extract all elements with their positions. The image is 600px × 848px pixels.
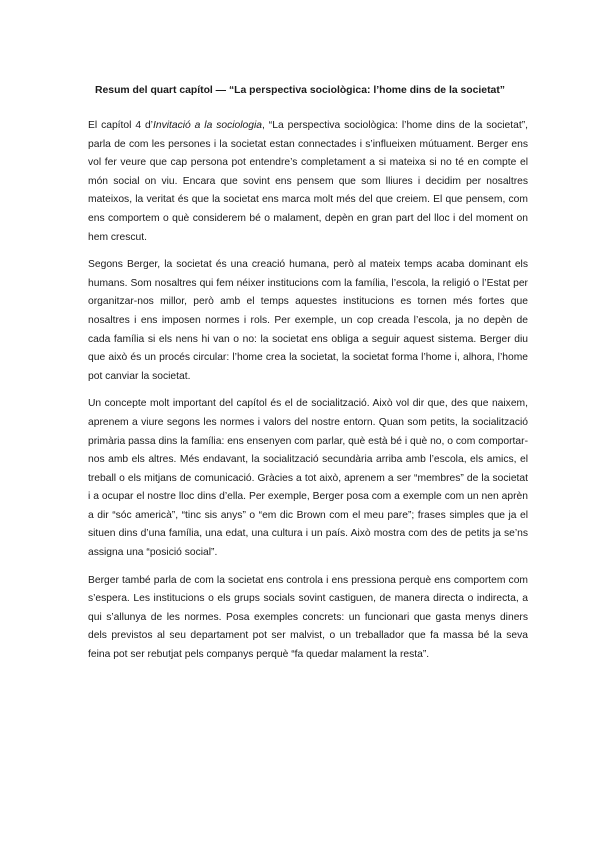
page-title: Resum del quart capítol — “La perspectiva sociològica: l’home dins de la societat” (95, 85, 505, 96)
paragraph-3: Un concepte molt important del capítol és el de socialització. Això vol dir que, des que naixem, aprenem a viure segons les normes i valors del nostre entorn. Quan som petits, la socialització primària passa dins la família: ens ensenyen com parlar, què està bé i què no, o com comportar-nos amb els altres. Més endavant, la socialització secundària arriba amb l’escola, els amics, el treball o els mitjans de comunicació. Gràcies a tot això, aprenem a ser “membres” de la societat i a ocupar el nostre lloc dins d’ella. Per exemple, Berger posa com a exemple com un nen aprèn a dir “sóc americà”, “tinc sis anys” o “em dic Brown com el meu pare”; frases simples que ja el situen dins d’una família, una edat, una cultura i un país. Això mostra com des de petits ja se’ns assigna una “posició social”. (88, 398, 528, 559)
paragraph-2: Segons Berger, la societat és una creació humana, però al mateix temps acaba dominant els humans. Som nosaltres qui fem néixer institucions com la família, l’escola, la religió o l’Estat per organitzar-nos millor, però amb el temps aquestes institucions es tornen més fortes que nosaltres i ens imposen normes i rols. Per exemple, un cop creada l’escola, ja no depèn de cada família si els nens hi van o no: la societat ens obliga a seguir aquest sistema. Berger diu que això és un procés circular: l’home crea la societat, la societat forma l’home i, alhora, l’home pot canviar la societat. (88, 259, 528, 382)
paragraph-1 (88, 117, 528, 247)
paragraph-1-rest: , “La perspectiva sociològica: l’home dins de la societat”, parla de com les persones i la societat estan connectades i s’influeixen mútuament. Berger ens vol fer veure que cap persona pot entendre’s completament a si mateixa si no té en compte el món social on viu. Encara que sovint ens pensem que som lliures i decidim per nosaltres mateixos, la veritat és que la societat ens marca molt més del que creiem. El que pensem, com ens comportem o què considerem bé o malament, depèn en gran part del lloc i del moment on hem crescut. (88, 120, 528, 243)
book-title-italic: Invitació a la sociologia (152, 120, 263, 131)
paragraph-1-lead: El capítol 4 d’ (88, 120, 153, 131)
document-body (88, 117, 528, 674)
paragraph-4: Berger també parla de com la societat ens controla i ens pressiona perquè ens comportem com s’espera. Les institucions o els grups socials sovint castiguen, de manera directa o indirecta, a qui s’allunya de les normes. Posa exemples concrets: un funcionari que gasta menys diners dels previstos al seu departament pot ser malvist, o un treballador que fa massa bé la seva feina pot ser rebutjat pels companys perquè “fa quedar malament la resta”. (88, 574, 528, 661)
